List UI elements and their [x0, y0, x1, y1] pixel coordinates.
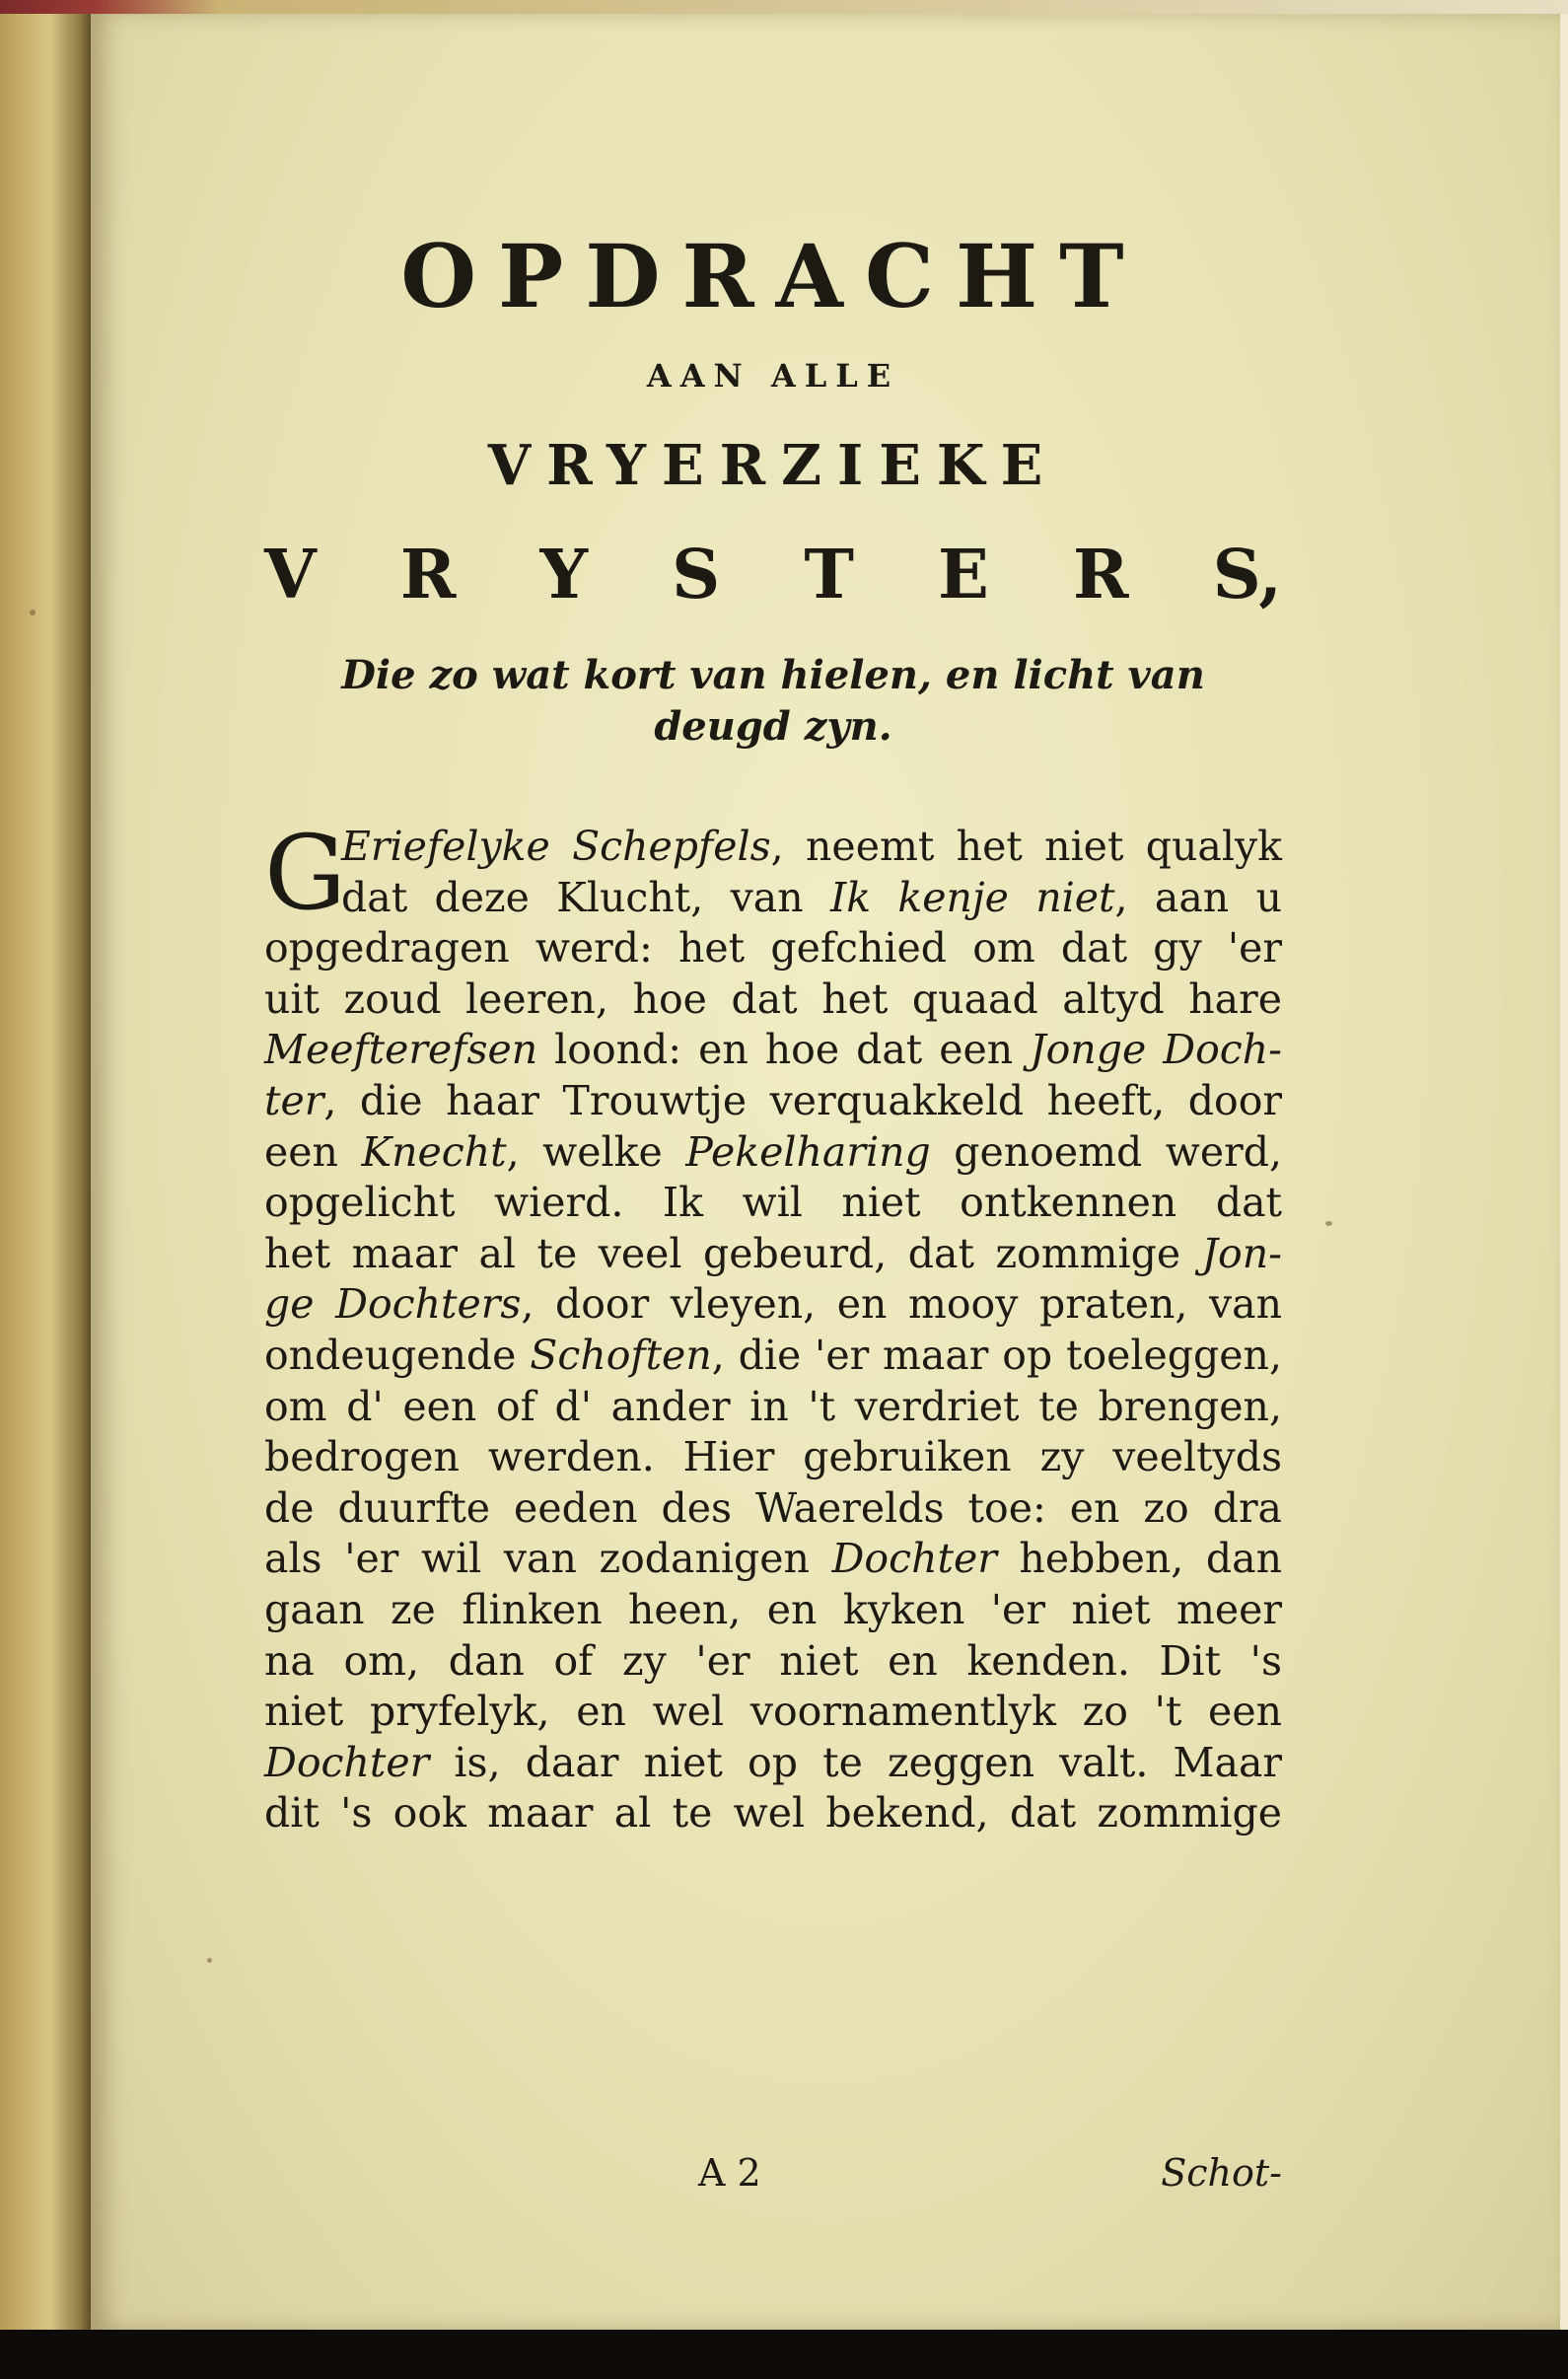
text-run: loond: en hoe dat een: [537, 1026, 1031, 1074]
text-run: hebben, dan: [996, 1535, 1282, 1583]
heading-letter: T: [804, 536, 854, 614]
left-page-edge: [0, 0, 91, 2379]
italic-run: Meefterefsen: [264, 1026, 538, 1074]
paper-speck: [1325, 1221, 1332, 1226]
text-line: [264, 1788, 1282, 1839]
text-run: , die haar Trouwtje verquakkeld heeft, door: [323, 1076, 1282, 1124]
text-line: [264, 1687, 1282, 1738]
text-line: [264, 822, 1282, 873]
text-run: , aan u: [1114, 873, 1282, 921]
text-line: [264, 1738, 1282, 1789]
italic-run: Dochter: [831, 1535, 997, 1583]
text-line: [264, 1483, 1282, 1535]
text-run: , door vleyen, en mooy praten, van: [521, 1280, 1282, 1329]
heading-letter: Y: [539, 536, 589, 614]
text-line: [264, 1585, 1282, 1636]
text-run: is, daar niet op te zeggen valt. Maar: [429, 1738, 1282, 1786]
paper-speck: [30, 610, 36, 615]
text-line: [264, 1636, 1282, 1688]
heading-line-4b: deugd zyn.: [654, 703, 892, 750]
text-line: [264, 923, 1282, 974]
text-run: bedrogen werden. Hier gebruiken zy veeltyds: [264, 1433, 1282, 1481]
text-line: [264, 1229, 1282, 1280]
heading-letter: R: [399, 536, 457, 614]
italic-run: Dochter: [264, 1738, 430, 1786]
text-run: opgedragen werd: het gefchied om dat gy 'er: [264, 924, 1282, 973]
text-run: , die 'er maar op toeleggen,: [711, 1331, 1282, 1379]
text-run: , neemt het niet qualyk: [770, 823, 1282, 870]
text-run: na om, dan of zy 'er niet en kenden. Dit 's: [264, 1636, 1282, 1685]
text-line: [264, 974, 1282, 1026]
heading-letter: S,: [1212, 536, 1282, 614]
heading-letter: S: [672, 536, 721, 614]
heading-line-4a: Die zo wat kort van hielen, en licht van: [341, 652, 1205, 698]
signature-mark: A 2: [698, 2151, 761, 2195]
table-background: [0, 2330, 1568, 2379]
text-run: gaan ze flinken heen, en kyken 'er niet meer: [264, 1585, 1282, 1633]
text-run: niet pryfelyk, en wel voornamentlyk zo 't een: [264, 1688, 1282, 1736]
text-run: uit zoud leeren, hoe dat het quaad altyd hare: [264, 974, 1282, 1023]
heading-line-2: VRYERZIEKE: [487, 433, 1059, 498]
italic-run: Knecht: [361, 1127, 507, 1176]
page-title: OPDRACHT: [400, 225, 1146, 327]
italic-run: Jonge Doch-: [1030, 1026, 1282, 1074]
paper-speck: [207, 1958, 212, 1963]
text-line: [264, 873, 1282, 924]
text-line: [264, 1178, 1282, 1229]
text-run: genoemd werd,: [930, 1127, 1282, 1176]
text-line: [264, 1534, 1282, 1585]
text-run: een: [264, 1127, 362, 1176]
italic-run: Jon-: [1201, 1229, 1282, 1277]
text-run: de duurfte eeden des Waerelds toe: en zo dra: [264, 1483, 1282, 1532]
body-paragraph: [264, 813, 1282, 1839]
italic-run: ge Dochters: [264, 1280, 522, 1329]
text-line: [264, 1279, 1282, 1331]
text-line: [264, 1076, 1282, 1127]
dedication-text-block: [264, 222, 1282, 2195]
heading-line-4: [264, 650, 1282, 753]
heading-letter: R: [1072, 536, 1129, 614]
text-run: dat deze Klucht, van: [341, 873, 831, 921]
text-run: om d' een of d' ander in 't verdriet te brengen,: [264, 1382, 1282, 1430]
italic-run: Eriefelyke Schepfels: [341, 823, 771, 870]
italic-run: Ik kenje niet: [830, 873, 1115, 921]
text-line: [264, 1025, 1282, 1076]
text-run: ondeugende: [264, 1331, 531, 1379]
heading-letter: E: [938, 536, 989, 614]
text-line: [264, 1127, 1282, 1179]
text-run: dit 's ook maar al te wel bekend, dat zommige: [264, 1789, 1282, 1838]
text-run: het maar al te veel gebeurd, dat zommige: [264, 1229, 1202, 1277]
text-run: , welke: [506, 1127, 686, 1176]
italic-run: Schoften: [530, 1331, 712, 1379]
italic-run: Pekelharing: [685, 1127, 931, 1176]
italic-run: ter: [264, 1076, 324, 1124]
text-run: opgelicht wierd. Ik wil niet ontkennen dat: [264, 1179, 1282, 1227]
heading-line-1: AAN ALLE: [646, 357, 900, 395]
text-run: als 'er wil van zodanigen: [264, 1535, 832, 1583]
text-line: [264, 1382, 1282, 1433]
text-line: [264, 1432, 1282, 1483]
heading-letter: V: [264, 536, 317, 614]
page-footer: [264, 2151, 1282, 2210]
body-lines: [264, 813, 1282, 1839]
heading-line-3: [264, 534, 1282, 616]
text-line: [264, 1331, 1282, 1382]
cover-edge: [0, 0, 1568, 14]
catchword: Schot-: [1161, 2151, 1282, 2195]
drop-cap: G: [264, 813, 347, 933]
